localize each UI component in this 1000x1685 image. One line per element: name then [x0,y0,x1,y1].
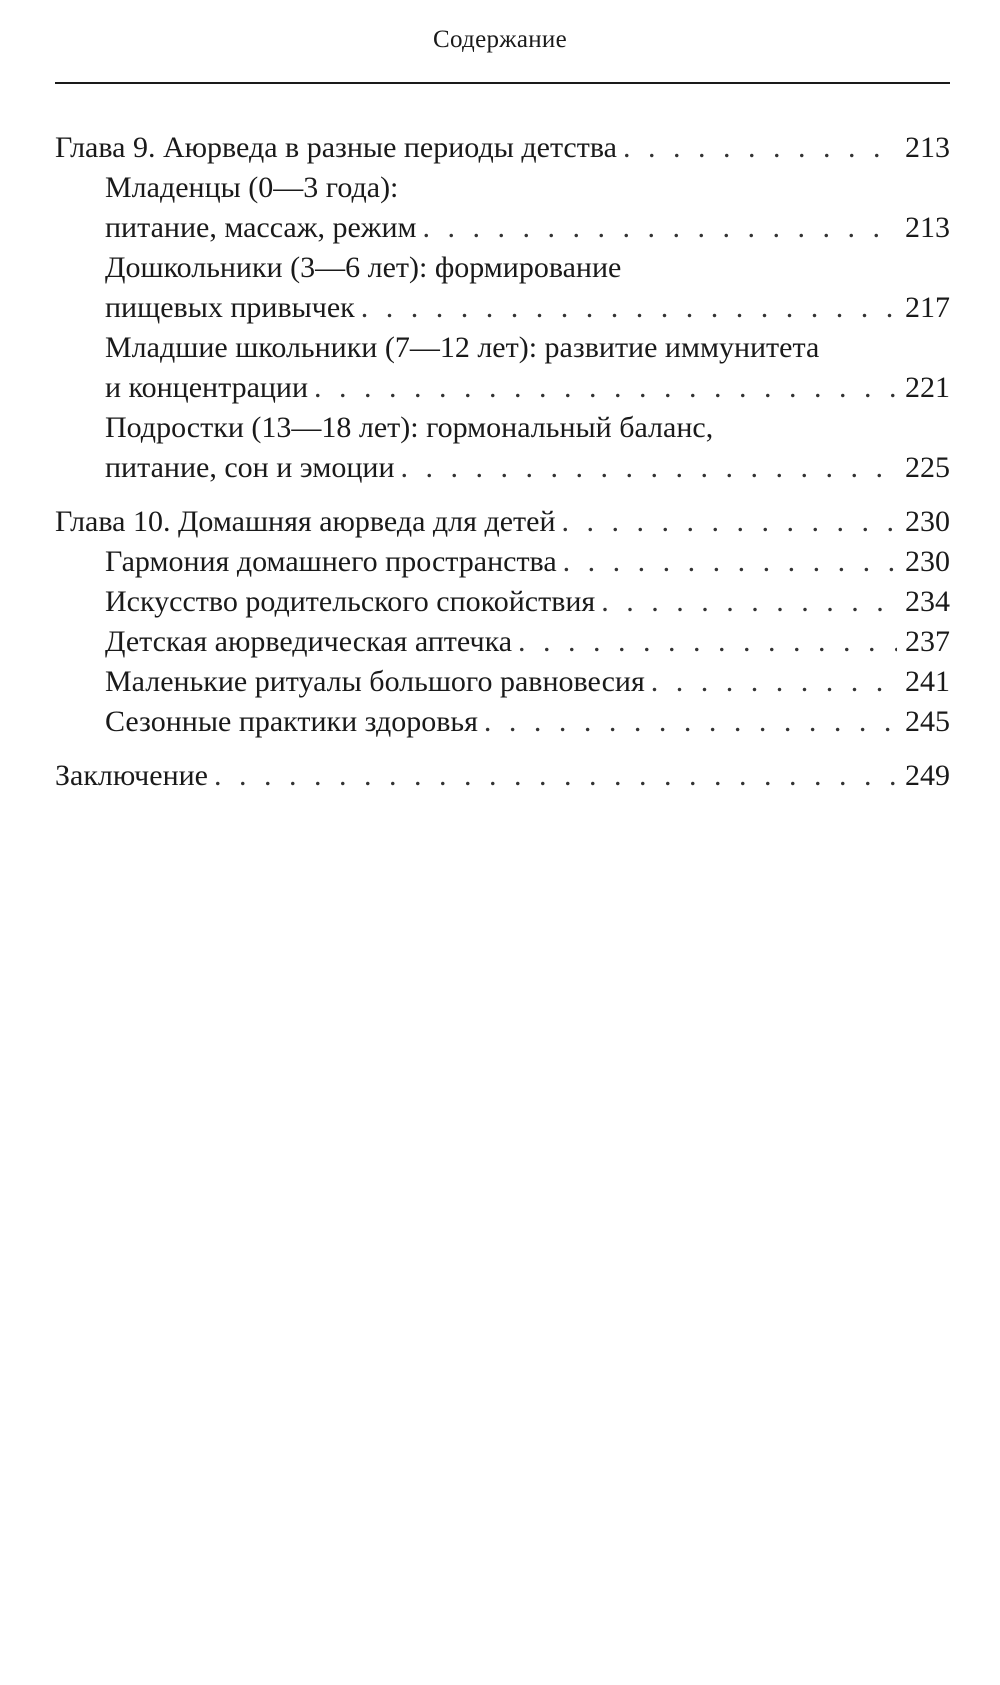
dot-leader [484,702,897,742]
toc-entry-title: и концентрации [105,371,309,404]
toc-chapter-9 [55,128,950,488]
table-of-contents [55,128,950,810]
toc-entry-title: Гармония домашнего пространства [105,545,557,578]
dot-leader [518,622,897,662]
toc-page-number: 221 [905,371,950,404]
toc-entry-title: Детская аюрведическая аптечка [105,625,513,658]
toc-entry-harmony[interactable] [55,542,950,582]
toc-entry-seasonal[interactable] [55,702,950,742]
dot-leader [214,756,897,796]
dot-leader [651,662,897,702]
toc-page-number: 234 [905,585,950,618]
toc-entry-chapter-10[interactable] [55,502,950,542]
toc-entry-title: Глава 10. Домашняя аюрведа для детей [55,505,556,538]
toc-page-number: 237 [905,625,950,658]
toc-chapter-10 [55,502,950,742]
toc-entry-title: Сезонные практики здоровья [105,705,478,738]
toc-entry-title: Искусство родительского спокойствия [105,585,596,618]
toc-entry-title: Маленькие ритуалы большого равновесия [105,665,645,698]
toc-entry-title: Дошкольники (3—6 лет): формирование [105,251,622,284]
toc-entry-title: Глава 9. Аюрведа в разные периоды детства [55,131,617,164]
dot-leader [562,502,897,542]
toc-entry-title: Младшие школьники (7—12 лет): развитие иммунитета [105,331,820,364]
toc-entry-firstaid[interactable] [55,622,950,662]
running-head: Содержание [433,26,567,53]
toc-entry-teens-line2[interactable] [55,448,950,488]
dot-leader [423,208,897,248]
toc-page-number: 249 [905,759,950,792]
dot-leader [601,582,897,622]
toc-page-number: 241 [905,665,950,698]
toc-entry-teens-line1[interactable] [55,408,950,448]
toc-entry-calm[interactable] [55,582,950,622]
toc-entry-rituals[interactable] [55,662,950,702]
toc-entry-title: Заключение [55,759,208,792]
toc-entry-title: питание, сон и эмоции [105,451,395,484]
toc-entry-infants-line1[interactable] [55,168,950,208]
toc-entry-title: пищевых привычек [105,291,355,324]
dot-leader [623,128,897,168]
toc-page-number: 225 [905,451,950,484]
toc-conclusion [55,756,950,796]
toc-entry-title: Подростки (13—18 лет): гормональный баланс, [105,411,714,444]
toc-page-number: 213 [905,211,950,244]
toc-entry-title: питание, массаж, режим [105,211,417,244]
toc-entry-junior-line1[interactable] [55,328,950,368]
toc-entry-chapter-9[interactable] [55,128,950,168]
dot-leader [314,368,897,408]
header-divider [55,82,950,84]
toc-entry-infants-line2[interactable] [55,208,950,248]
toc-entry-preschool-line1[interactable] [55,248,950,288]
toc-entry-preschool-line2[interactable] [55,288,950,328]
toc-entry-junior-line2[interactable] [55,368,950,408]
toc-page-number: 245 [905,705,950,738]
dot-leader [563,542,897,582]
dot-leader [361,288,897,328]
dot-leader [401,448,897,488]
toc-page-number: 213 [905,131,950,164]
toc-page-number: 230 [905,505,950,538]
toc-page-number: 217 [905,291,950,324]
toc-entry-conclusion[interactable] [55,756,950,796]
toc-page-number: 230 [905,545,950,578]
toc-entry-title: Младенцы (0—3 года): [105,171,399,204]
